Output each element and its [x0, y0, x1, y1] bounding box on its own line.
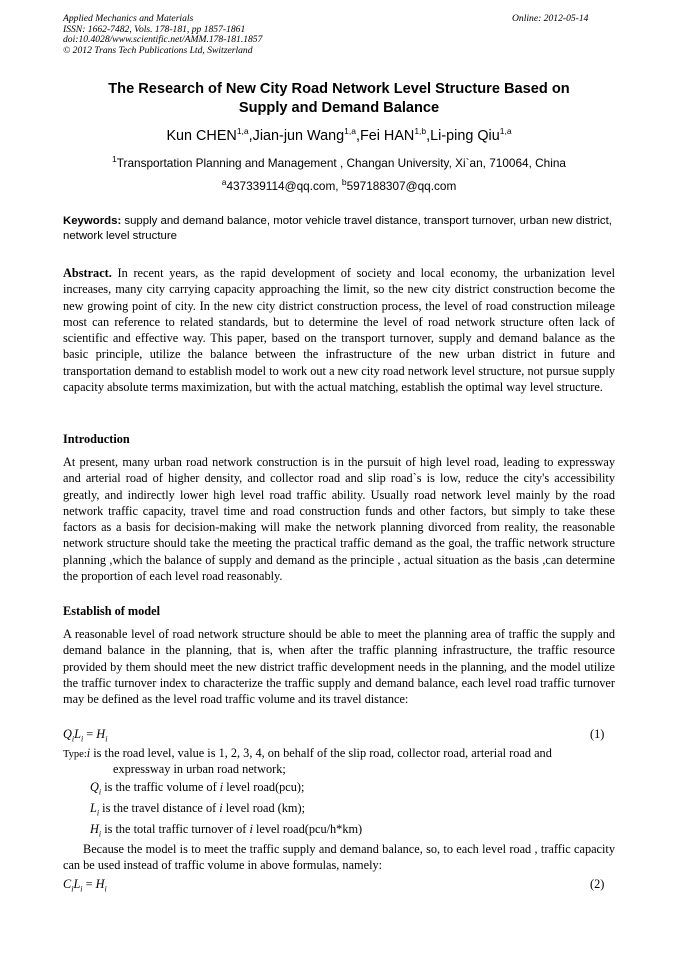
eq2-sub: i — [104, 884, 107, 894]
author-separator: , — [248, 128, 253, 144]
journal-name: Applied Mechanics and Materials — [63, 13, 194, 24]
def-pre: is the travel distance of — [99, 801, 220, 815]
type-text: is the road level, value is 1, 2, 3, 4, on behalf of the slip road, collector road, arterial road and — [90, 746, 552, 760]
eq1-var-q: Q — [63, 727, 72, 741]
eq1-var-l: L — [74, 727, 81, 741]
def-i: i — [219, 780, 224, 794]
abstract-text: In recent years, as the rapid development of society and local economy, the urbanization level increases, many city carrying capacity approaching the limit, so the new city district construction become the new growing point of city. In the new city district construction process, the level of road construction mileage most can reference to related standards, but to determine the level of road network structure often lack of scientific and effective way. This paper, based on the transport turnover, supply and demand balance as the basic principle, utilize the balance between the infrastructure of the new urban district in future and transportation demand to establish model to work out a new city road network level structure, not pursue supply capacity absolute terms maximization, but with the actual matching, establish the optimal way level structure. — [63, 266, 615, 394]
because-paragraph: Because the model is to meet the traffic supply and demand balance, so, to each level road , traffic capacity can be used instead of traffic volume in above formulas, namely: — [63, 842, 615, 873]
author-affil-sup: 1,b — [414, 126, 427, 137]
email-a: 437339114@qq.com, — [226, 179, 342, 193]
def-post: level road(pcu); — [223, 780, 305, 794]
issn-line: ISSN: 1662-7482, Vols. 178-181, pp 1857-1861 — [63, 23, 246, 35]
journal-header — [63, 14, 262, 56]
eq2-sub: i — [71, 884, 74, 894]
affiliation-text: Transportation Planning and Management , Changan University, Xi`an, 710064, China — [116, 156, 566, 170]
eq1-var-h: H — [96, 727, 106, 741]
equation-2 — [63, 876, 107, 892]
def-post: level road (km); — [222, 801, 305, 815]
introduction-paragraph: At present, many urban road network construction is in the pursuit of high level road, leading to expressway and arterial road of higher density, and collector road and slip road`s is low, reduce the city's accessibility greatly, and indirectly lower high level road traffic ability. Usually road network level mainly by the road network traffic capacity, travel time and road construction funds and other factors, but simply to take these factors as a basis for decision-making will make the network planning divorced from reality, the reasonable network structure should take the meeting the practical traffic demand as the goal, the traffic network structure planning ,which the balance of supply and demand as the principle , actual situation as the basis ,can determine the proportion of each level road reasonably. — [63, 455, 615, 583]
eq2-sub: i — [80, 884, 83, 894]
def-sub: i — [98, 829, 102, 839]
author-name: Fei HAN — [359, 128, 415, 144]
equation-1 — [63, 726, 107, 742]
author-affil-sup: 1,a — [499, 126, 512, 137]
author-separator: , — [426, 128, 431, 144]
author-affil-sup: 1,a — [236, 126, 249, 137]
def-pre: is the total traffic turnover of — [101, 822, 250, 836]
def-pre: is the traffic volume of — [101, 780, 220, 794]
abstract-label: Abstract. — [63, 266, 112, 280]
eq1-sub: i — [105, 734, 108, 744]
keywords-label: Keywords: — [63, 215, 122, 227]
author-name: Kun CHEN — [166, 128, 237, 144]
paper-title — [63, 80, 615, 118]
eq1-sub: i — [80, 734, 84, 744]
email-sup-a: a — [221, 177, 227, 188]
keywords — [63, 214, 615, 243]
affiliation — [63, 156, 615, 171]
eq2-var-l: L — [73, 877, 81, 891]
model-heading: Establish of model — [63, 604, 161, 618]
model-paragraph: A reasonable level of road network structure should be able to meet the planning area of traffic the supply and demand balance in the planning, that is, when after the traffic planning infrastructure, the traffic resource provided by them should meet the new district traffic development needs in the planning, and the model utilize the traffic turnover index to characterize the traffic supply and demand balance, each level road traffic turnover may be defined as the level road traffic volume and its travel distance: — [63, 627, 615, 706]
def-i: i — [219, 801, 223, 815]
type-var: i — [86, 746, 91, 760]
doi-line: doi:10.4028/www.scientific.net/AMM.178-181.1857 — [63, 34, 263, 46]
keywords-text: supply and demand balance, motor vehicle travel distance, transport turnover, urban new district, network level structure — [63, 215, 612, 242]
eq2-equals: = — [82, 877, 96, 891]
affiliation-sup: 1 — [112, 154, 117, 165]
author-name: Jian-jun Wang — [252, 128, 345, 144]
def-i: i — [249, 822, 253, 836]
eq1-equals: = — [83, 727, 97, 741]
definition-q — [90, 779, 304, 795]
author-list — [63, 127, 615, 145]
def-var: H — [90, 822, 99, 836]
def-post: level road(pcu/h*km) — [252, 822, 363, 836]
definition-h — [90, 821, 362, 837]
title-line-1: The Research of New City Road Network Level Structure Based on — [108, 81, 570, 97]
online-date: Online: 2012-05-14 — [512, 13, 589, 24]
copyright-line: © 2012 Trans Tech Publications Ltd, Switzerland — [63, 44, 253, 56]
definition-l — [90, 800, 305, 816]
def-sub: i — [96, 808, 100, 818]
author-emails — [63, 179, 615, 194]
type-label: Type: — [63, 749, 87, 760]
email-b: 597188307@qq.com — [346, 179, 457, 193]
title-line-2: Supply and Demand Balance — [238, 100, 440, 116]
author-affil-sup: 1,a — [344, 126, 356, 137]
email-sup-b: b — [341, 177, 347, 188]
equation-1-number: (1) — [590, 727, 605, 741]
eq1-sub: i — [71, 734, 75, 744]
def-sub: i — [98, 787, 102, 797]
introduction-heading: Introduction — [63, 432, 130, 446]
abstract — [63, 265, 615, 395]
author-name: Li-ping Qiu — [430, 128, 500, 144]
type-definition-cont: expressway in urban road network; — [113, 762, 286, 776]
equation-2-number: (2) — [590, 877, 605, 891]
def-var: Q — [90, 780, 99, 794]
author-separator: , — [355, 128, 360, 144]
def-var: L — [90, 801, 97, 815]
eq2-var-c: C — [63, 877, 72, 891]
eq2-var-h: H — [95, 877, 105, 891]
